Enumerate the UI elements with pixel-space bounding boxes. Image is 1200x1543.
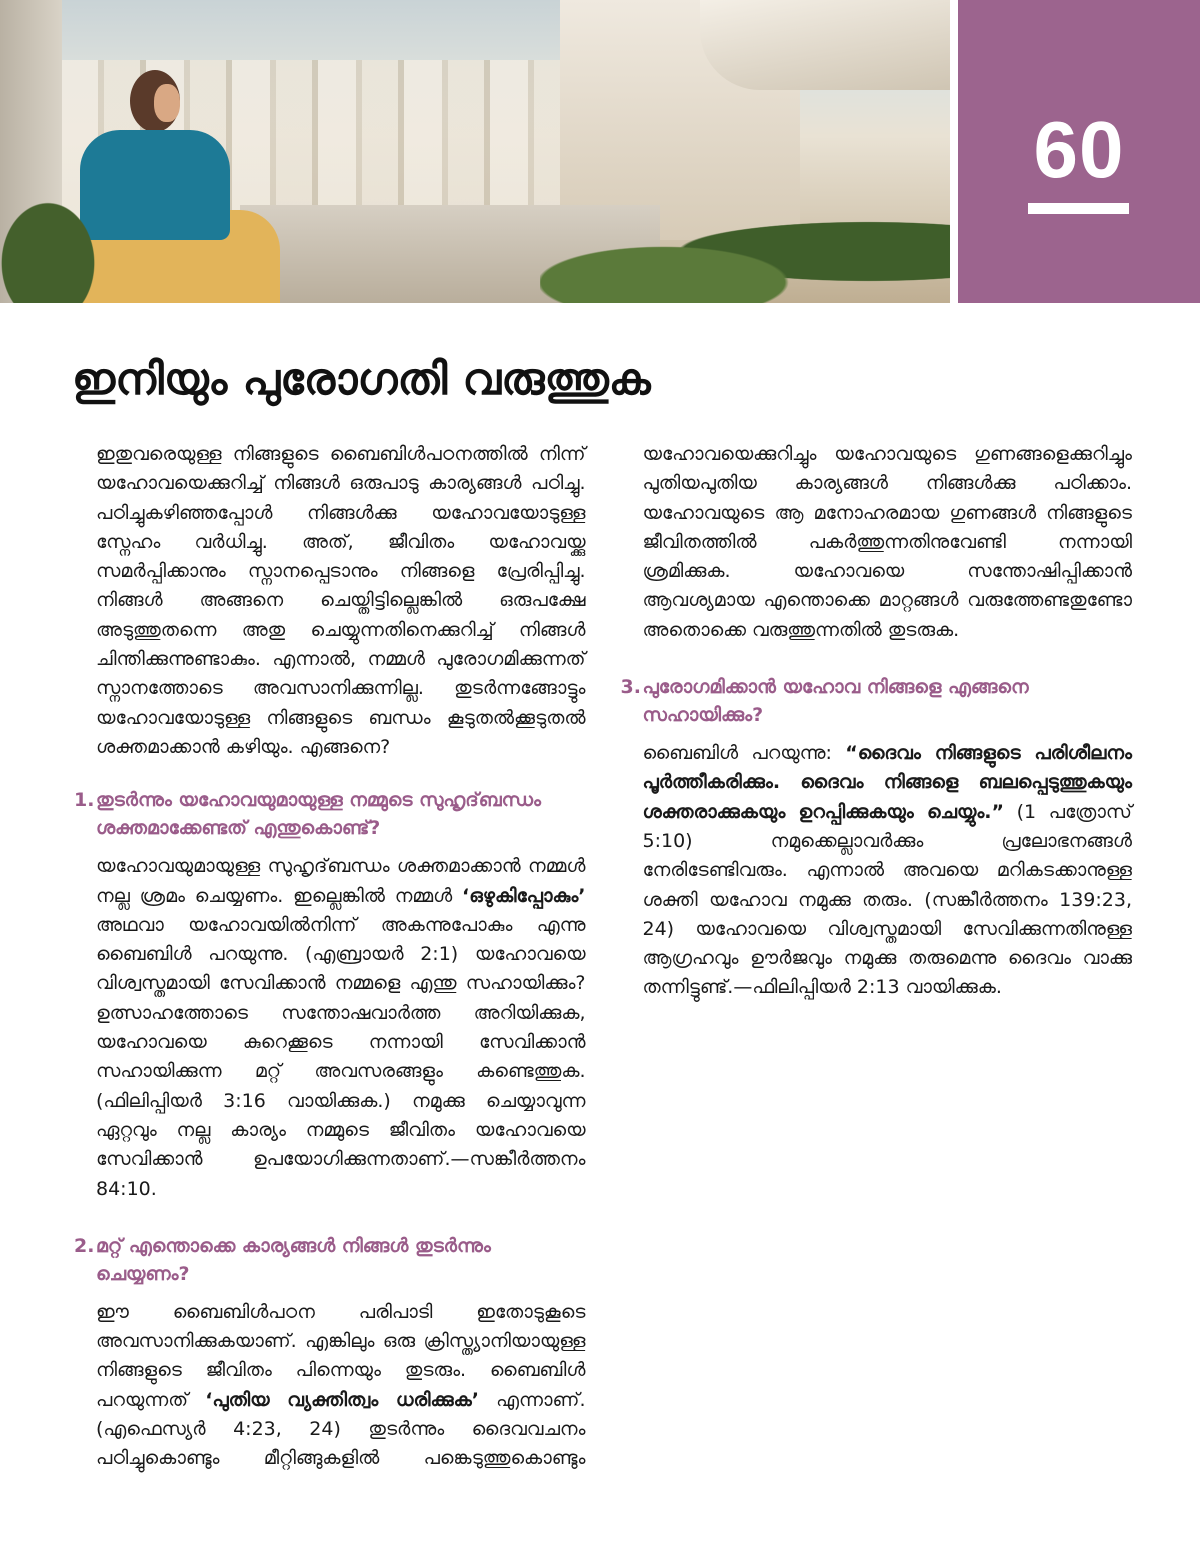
section-2-heading [74,1232,586,1288]
lesson-number-badge [958,0,1200,303]
article-body [74,440,1132,1480]
section-3-number: 3. [620,676,641,699]
section-1-question: തുടർന്നും യഹോവയുമായുള്ള നമ്മുടെ സുഹൃദ്‌ബന്ധം ശക്തമാക്കേണ്ടത് എന്തുകൊണ്ട്? [96,789,541,840]
section-2-question: മറ്റ് എന്തൊക്കെ കാര്യങ്ങൾ നിങ്ങൾ തുടർന്നും ചെയ്യണം? [96,1234,491,1285]
section-2-text: ഈ ബൈബിൾപഠന പരിപാടി ഇതോടുകൂടെ അവസാനിക്കുകയാണ്. എങ്കിലും ഒരു ക്രിസ്ത്യാനിയായുള്ള നിങ്ങളുടെ ജീവിതം പിന്നെയും തുടരും. ബൈബിൾ പറയുന്നത് [96,1300,586,1411]
section-3-question: പുരോഗമിക്കാൻ യഹോവ നിങ്ങളെ എങ്ങനെ സഹായിക്കും? [642,676,1029,727]
section-3-emphasis: “ദൈവം നിങ്ങളുടെ പരിശീലനം പൂർത്തീകരിക്കും. ദൈവം നിങ്ങളെ ബലപ്പെടുത്തുകയും ശക്തരാക്കുകയും ഉറപ്പിക്കുകയും ചെയ്യും.” [642,742,1132,823]
plants-left [0,170,120,303]
intro-paragraph: ഇതുവരെയുള്ള നിങ്ങളുടെ ബൈബിൾപഠനത്തിൽ നിന്ന് യഹോവയെക്കുറിച്ച് നിങ്ങൾ ഒരുപാടു കാര്യങ്ങൾ പഠിച്ചു. പഠിച്ചുകഴിഞ്ഞപ്പോൾ നിങ്ങൾക്കു യഹോവയോടുള്ള സ്നേഹം വർധിച്ചു. അത്, ജീവിതം യഹോവയ്ക്കു സമർപ്പിക്കാനും സ്നാനപ്പെടാനും നിങ്ങളെ പ്രേരിപ്പിച്ചു. നിങ്ങൾ അങ്ങനെ ചെയ്തിട്ടില്ലെങ്കിൽ ഒരുപക്ഷേ അടുത്തുതന്നെ അതു ചെയ്യുന്നതിനെക്കുറിച്ച് നിങ്ങൾ ചിന്തിക്കുന്നുണ്ടാകും. എന്നാൽ, നമ്മൾ പുരോഗമിക്കുന്നത് സ്നാനത്തോടെ അവസാനിക്കുന്നില്ല. തുടർന്നങ്ങോട്ടും യഹോവയോടുള്ള നിങ്ങളുടെ ബന്ധം കൂടുതൽക്കൂടുതൽ ശക്തമാക്കാൻ കഴിയും. എങ്ങനെ? [96,443,586,758]
section-3-heading [621,673,1133,729]
lesson-number-underline [1028,203,1129,214]
section-1-heading [74,786,586,842]
page-title: ഇനിയും പുരോഗതി വരുത്തുക [72,354,651,405]
section-3-paragraph [643,739,1133,1003]
woman-face [154,84,180,122]
section-1-text: യഹോവയുമായുള്ള സുഹൃദ്‌ബന്ധം ശക്തമാക്കാൻ നമ്മൾ നല്ല ശ്രമം ചെയ്യണം. ഇല്ലെങ്കിൽ നമ്മൾ [96,855,586,907]
section-1-paragraph [96,852,586,1204]
lesson-number: 60 [1033,105,1125,194]
section-1-text-cont: അഥവാ യഹോവയിൽനിന്ന് അകന്നുപോകും എന്നു ബൈബിൾ പറയുന്നു. (എബ്രായർ 2:1) യഹോവയെ വിശ്വസ്തമായി സേവിക്കാൻ നമ്മളെ എന്തു സഹായിക്കും? ഉത്സാഹത്തോടെ സന്തോഷവാർത്ത അറിയിക്കുക, യഹോവയെ കുറെക്കൂടെ നന്നായി സേവിക്കാൻ സഹായിക്കുന്ന മറ്റ് അവസരങ്ങളും കണ്ടെത്തുക. (ഫിലിപ്പിയർ 3:16 വായിക്കുക.) നമുക്കു ചെയ്യാവുന്ന ഏറ്റവും നല്ല കാര്യം നമ്മുടെ ജീവിതം യഹോവയെ സേവിക്കാൻ ഉപയോഗിക്കുന്നതാണ്.—സങ്കീർത്തനം 84:10. [96,913,586,1200]
header-photo-woman-reading-on-balcony [0,0,950,303]
section-2-number: 2. [74,1234,95,1257]
section-3-text-cont: (1 പത്രോസ് 5:10) നമുക്കെല്ലാവർക്കും പ്രലോഭനങ്ങൾ നേരിടേണ്ടിവരും. എന്നാൽ അവയെ മറികടക്കാനുള്ള ശക്തി യഹോവ നമുക്കു തരും. (സങ്കീർത്തനം 139:23, 24) യഹോവയെ വിശ്വസ്തമായി സേവിക്കുന്നതിനുള്ള ആഗ്രഹവും ഊർജവും നമുക്കു തരുമെന്നു ദൈവം വാക്കു തന്നിട്ടുണ്ട്.—ഫിലിപ്പിയർ 2:13 വായിക്കുക. [642,800,1132,999]
section-2-emphasis: ‘പുതിയ വ്യക്തിത്വം ധരിക്കുക’ [205,1388,479,1411]
plants [540,200,950,303]
section-2-text-cont: എന്നാണ്. (എഫെസ്യർ 4:23, 24) തുടർന്നും ദൈവവചനം പഠിച്ചുകൊണ്ടും മീറ്റിങ്ങുകളിൽ പങ്കെടുത്തുകൊണ്ടും യഹോവയെക്കുറിച്ചും യഹോവയുടെ ഗുണങ്ങളെക്കുറിച്ചും പുതിയപുതിയ കാര്യങ്ങൾ നിങ്ങൾക്കു പഠിക്കാം. യഹോവയുടെ ആ മനോഹരമായ ഗുണങ്ങൾ നിങ്ങളുടെ ജീവിതത്തിൽ പകർത്തുന്നതിനുവേണ്ടി നന്നായി ശ്രമിക്കുക. യഹോവയെ സന്തോഷിപ്പിക്കാൻ ആവശ്യമായ എന്തൊക്കെ മാറ്റങ്ങൾ വരുത്തേണ്ടതുണ്ടോ അതൊക്കെ വരുത്തുന്നതിൽ തുടരുക. [96,443,1132,1470]
section-3-text: ബൈബിൾ പറയുന്നു: [642,742,846,765]
section-1-number: 1. [74,789,95,812]
awning [700,0,950,90]
section-1-emphasis: ‘ഒഴുകിപ്പോകും’ [462,884,586,907]
